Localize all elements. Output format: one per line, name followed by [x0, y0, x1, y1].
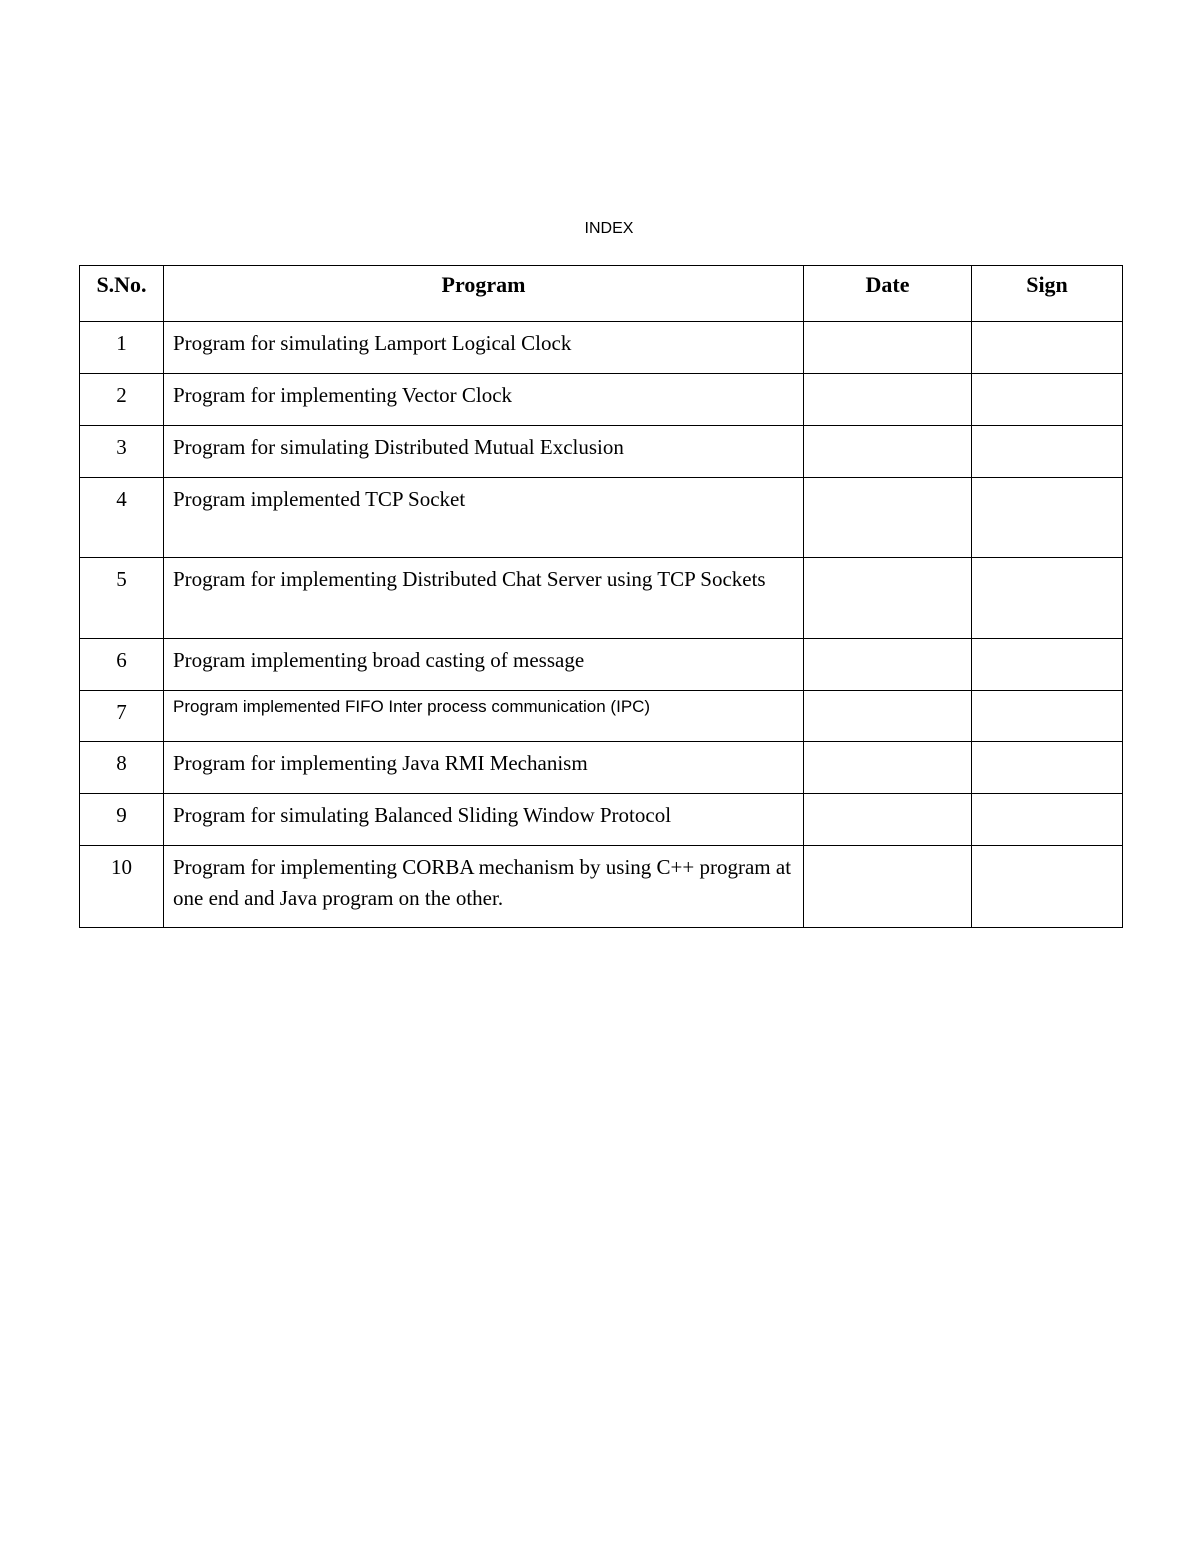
row-sno: 8 — [80, 742, 164, 794]
row-sign[interactable] — [972, 691, 1123, 742]
row-sign[interactable] — [972, 374, 1123, 426]
row-sign[interactable] — [972, 558, 1123, 639]
table-row — [80, 639, 1123, 691]
row-sign[interactable] — [972, 639, 1123, 691]
row-date[interactable] — [804, 846, 972, 928]
index-table — [79, 265, 1123, 928]
row-sign[interactable] — [972, 426, 1123, 478]
table-row — [80, 846, 1123, 928]
row-sno: 4 — [80, 478, 164, 558]
table-row — [80, 742, 1123, 794]
row-program: Program for implementing Vector Clock — [164, 374, 804, 426]
row-sign[interactable] — [972, 742, 1123, 794]
row-program: Program for simulating Balanced Sliding Window Protocol — [164, 794, 804, 846]
row-sno: 5 — [80, 558, 164, 639]
header-sno: S.No. — [80, 266, 164, 322]
row-sign[interactable] — [972, 478, 1123, 558]
row-date[interactable] — [804, 322, 972, 374]
row-program: Program for implementing CORBA mechanism by using C++ program at one end and Java program on the other. — [164, 846, 804, 928]
row-date[interactable] — [804, 558, 972, 639]
row-program: Program implementing broad casting of message — [164, 639, 804, 691]
table-row — [80, 558, 1123, 639]
header-date: Date — [804, 266, 972, 322]
row-sno: 10 — [80, 846, 164, 928]
row-program: Program for implementing Distributed Chat Server using TCP Sockets — [164, 558, 804, 639]
row-program: Program implemented FIFO Inter process communication (IPC) — [164, 691, 804, 742]
row-sign[interactable] — [972, 794, 1123, 846]
row-date[interactable] — [804, 639, 972, 691]
row-program: Program for simulating Lamport Logical Clock — [164, 322, 804, 374]
row-date[interactable] — [804, 426, 972, 478]
row-sno: 9 — [80, 794, 164, 846]
row-sign[interactable] — [972, 846, 1123, 928]
header-program: Program — [164, 266, 804, 322]
table-row — [80, 374, 1123, 426]
row-date[interactable] — [804, 794, 972, 846]
table-header-row — [80, 266, 1123, 322]
row-date[interactable] — [804, 691, 972, 742]
row-program: Program for implementing Java RMI Mechanism — [164, 742, 804, 794]
row-sno: 2 — [80, 374, 164, 426]
row-sno: 7 — [80, 691, 164, 742]
table-row — [80, 478, 1123, 558]
row-sno: 3 — [80, 426, 164, 478]
table-row — [80, 322, 1123, 374]
table-row — [80, 691, 1123, 742]
row-date[interactable] — [804, 374, 972, 426]
table-row — [80, 426, 1123, 478]
row-program: Program for simulating Distributed Mutual Exclusion — [164, 426, 804, 478]
row-date[interactable] — [804, 742, 972, 794]
row-sno: 6 — [80, 639, 164, 691]
row-date[interactable] — [804, 478, 972, 558]
page-title: INDEX — [584, 220, 634, 237]
row-program: Program implemented TCP Socket — [164, 478, 804, 558]
row-sno: 1 — [80, 322, 164, 374]
header-sign: Sign — [972, 266, 1123, 322]
row-sign[interactable] — [972, 322, 1123, 374]
table-row — [80, 794, 1123, 846]
